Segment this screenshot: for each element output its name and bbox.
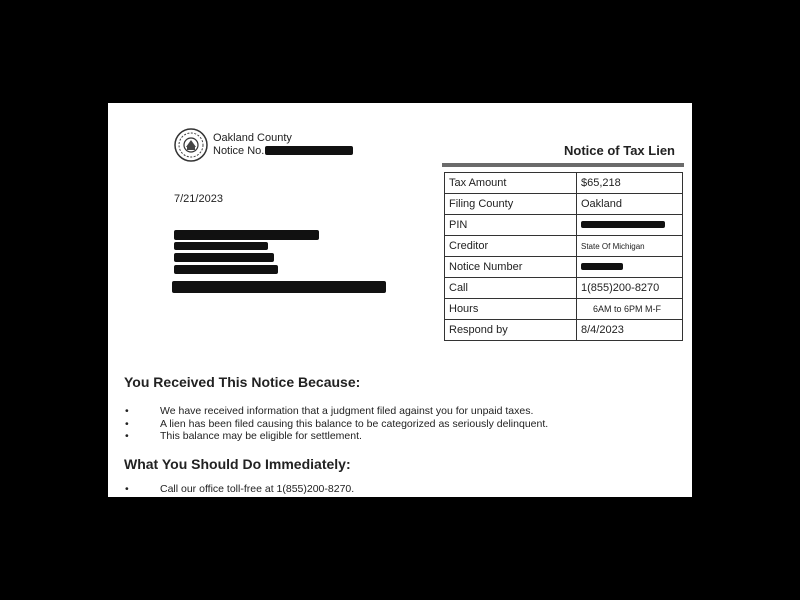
redaction-bar	[265, 146, 353, 155]
county-seal-icon	[174, 128, 208, 162]
actions-list	[124, 483, 354, 496]
row-value: 6AM to 6PM M-F	[577, 299, 683, 320]
redacted-address-line	[174, 230, 319, 240]
bullet-icon: •	[125, 417, 129, 430]
list-item	[124, 418, 548, 431]
bullet-icon: •	[125, 405, 129, 417]
county-name: Oakland County	[213, 132, 292, 144]
list-item	[124, 430, 548, 443]
row-label: Filing County	[445, 194, 577, 215]
table-row	[445, 236, 683, 257]
letter-date: 7/21/2023	[174, 193, 223, 205]
row-label: PIN	[445, 215, 577, 236]
lien-info-table	[444, 172, 683, 341]
redacted-address-line	[172, 281, 386, 293]
table-row	[445, 257, 683, 278]
row-value: 8/4/2023	[577, 320, 683, 341]
table-row	[445, 299, 683, 320]
redaction-bar	[581, 263, 623, 270]
notice-number-line	[213, 145, 353, 157]
list-item-text: Call our office toll-free at 1(855)200-8270.	[160, 483, 355, 495]
row-label: Tax Amount	[445, 173, 577, 194]
redacted-address-line	[174, 265, 278, 274]
row-value: $65,218	[577, 173, 683, 194]
table-row	[445, 173, 683, 194]
list-item-text: We have received information that a judgment filed against you for unpaid taxes.	[160, 405, 534, 417]
row-label: Notice Number	[445, 257, 577, 278]
notice-title: Notice of Tax Lien	[564, 143, 675, 158]
table-header-bar	[442, 163, 684, 167]
row-label: Call	[445, 278, 577, 299]
reasons-list	[124, 405, 548, 443]
row-value: State Of Michigan	[577, 236, 683, 257]
row-label: Hours	[445, 299, 577, 320]
row-value	[577, 257, 683, 278]
reasons-heading: You Received This Notice Because:	[124, 374, 361, 390]
redacted-address-line	[174, 253, 274, 262]
tax-lien-notice-page	[108, 103, 692, 497]
row-label: Creditor	[445, 236, 577, 257]
row-label: Respond by	[445, 320, 577, 341]
actions-heading: What You Should Do Immediately:	[124, 456, 351, 472]
list-item	[124, 405, 548, 418]
bullet-icon: •	[125, 483, 129, 495]
table-row	[445, 215, 683, 236]
row-value: Oakland	[577, 194, 683, 215]
list-item	[124, 483, 354, 496]
table-row	[445, 194, 683, 215]
list-item-text: This balance may be eligible for settlement.	[160, 430, 362, 442]
redacted-address-line	[174, 242, 268, 250]
list-item-text: A lien has been filed causing this balance to be categorized as seriously delinquent.	[160, 417, 549, 430]
row-value: 1(855)200-8270	[577, 278, 683, 299]
table-row	[445, 320, 683, 341]
table-row	[445, 278, 683, 299]
notice-number-label: Notice No.	[213, 145, 265, 157]
redaction-bar	[581, 221, 665, 228]
bullet-icon: •	[125, 430, 129, 442]
row-value	[577, 215, 683, 236]
